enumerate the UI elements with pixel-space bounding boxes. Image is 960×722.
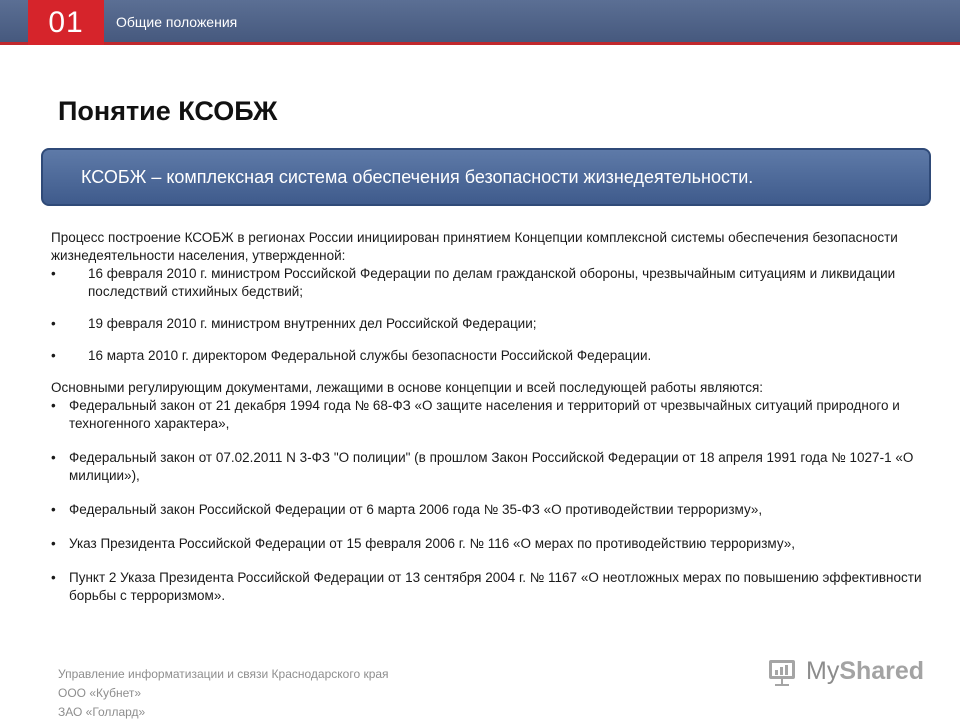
document-item	[51, 501, 946, 519]
watermark-part2: Shared	[839, 657, 925, 685]
bullet-marker: •	[51, 536, 56, 551]
footer-line: ЗАО «Голлард»	[58, 705, 146, 719]
content-body	[51, 229, 946, 621]
presentation-board-icon	[766, 656, 800, 690]
document-item	[51, 449, 946, 485]
documents-intro: Основными регулирующим документами, лежащими в основе концепции и всей последующей работы являются:	[51, 380, 764, 395]
footer-line: ООО «Кубнет»	[58, 686, 142, 700]
bullet-marker: •	[51, 348, 56, 363]
approval-text: 16 февраля 2010 г. министром Российской Федерации по делам гражданской обороны, чрезвычайным ситуациям и ликвидации последствий стихийных бедствий;	[88, 266, 896, 299]
slide-number: 01	[28, 0, 104, 45]
myshared-logo[interactable]	[766, 656, 926, 690]
document-text: Пункт 2 Указа Президента Российской Федерации от 13 сентября 2004 г. № 1167 «О неотложных мерах по повышению эффективности борьбы с терроризмом».	[69, 570, 922, 603]
definition-box: КСОБЖ – комплексная система обеспечения безопасности жизнедеятельности.	[41, 148, 931, 206]
document-text: Федеральный закон от 21 декабря 1994 года № 68-ФЗ «О защите населения и территорий от чрезвычайных ситуаций природного и техногенного характера»,	[69, 398, 900, 431]
page-title: Понятие КСОБЖ	[58, 96, 278, 126]
bullet-marker: •	[51, 570, 56, 585]
watermark-part1: My	[806, 657, 840, 685]
document-text: Указ Президента Российской Федерации от 15 февраля 2006 г. № 116 «О мерах по противодействию терроризму»,	[69, 536, 795, 551]
approval-text: 16 марта 2010 г. директором Федеральной службы безопасности Российской Федерации.	[88, 348, 652, 363]
bullet-marker: •	[51, 266, 56, 281]
document-text: Федеральный закон от 07.02.2011 N 3-ФЗ "О полиции" (в прошлом Закон Российской Федерации от 18 апреля 1991 года № 1027-1 «О милиции»),	[69, 450, 914, 483]
approval-item	[51, 347, 946, 365]
footer-line: Управление информатизации и связи Краснодарского края	[58, 667, 389, 681]
section-title: Общие положения	[116, 14, 238, 30]
approval-text: 19 февраля 2010 г. министром внутренних дел Российской Федерации;	[88, 316, 537, 331]
document-item	[51, 535, 946, 553]
document-item	[51, 397, 946, 433]
bullet-marker: •	[51, 450, 56, 465]
bullet-marker: •	[51, 398, 56, 413]
watermark-text	[806, 657, 924, 686]
document-text: Федеральный закон Российской Федерации от 6 марта 2006 года № 35-ФЗ «О противодействии терроризму»,	[69, 502, 763, 517]
approval-item	[51, 315, 946, 333]
header-accent-line	[0, 42, 960, 45]
bullet-marker: •	[51, 316, 56, 331]
approval-item	[51, 265, 946, 301]
footer-credits	[58, 665, 389, 722]
bullet-marker: •	[51, 502, 56, 517]
intro-paragraph: Процесс построение КСОБЖ в регионах России инициирован принятием Концепции комплексной системы обеспечения безопасности жизнедеятельности населения, утвержденной:	[51, 230, 898, 263]
document-item	[51, 569, 946, 605]
